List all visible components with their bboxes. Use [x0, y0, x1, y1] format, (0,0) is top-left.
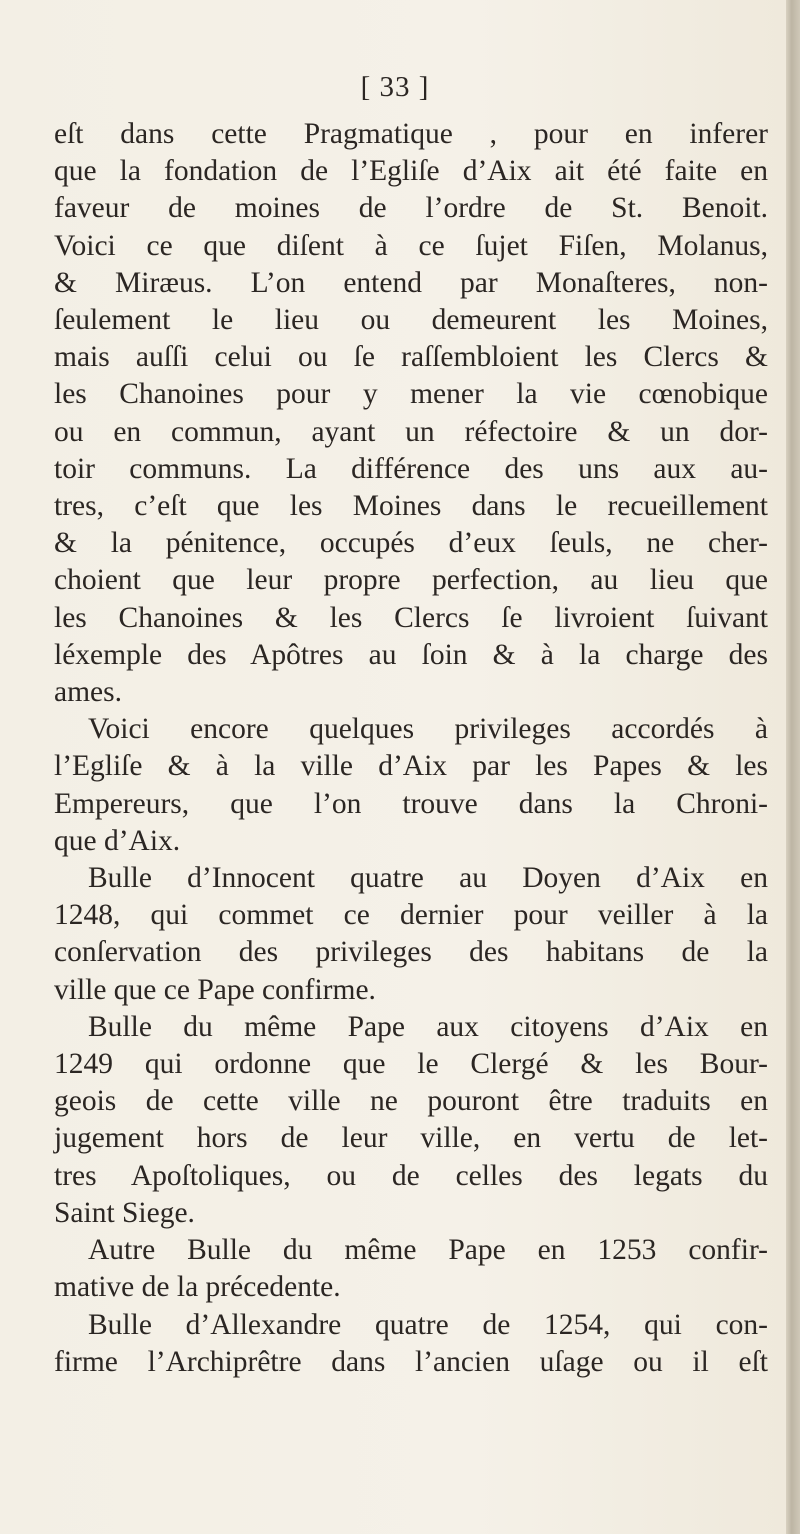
text-line: l’Egliſe & à la ville d’Aix par les Papes & les [54, 750, 768, 783]
text-line: Voici ce que diſent à ce ſujet Fiſen, Molanus, [54, 229, 768, 262]
page-number: [ 33 ] [360, 71, 430, 103]
text-line: 1248, qui commet ce dernier pour veiller à la [54, 899, 768, 932]
text-line: que d’Aix. [54, 824, 181, 857]
text-line: Bulle d’Allexandre quatre de 1254, qui con- [88, 1308, 768, 1341]
text-line: tres Apoſtoliques, ou de celles des legats du [54, 1159, 768, 1192]
text-line: & Miræus. L’on entend par Monaſteres, non- [54, 266, 768, 299]
text-line: ville que ce Pape confirme. [54, 973, 376, 1006]
text-line: firme l’Archiprêtre dans l’ancien uſage ou il eſt [54, 1345, 768, 1378]
body-text [54, 116, 768, 1381]
text-line: jugement hors de leur ville, en vertu de let- [54, 1122, 768, 1155]
text-line: ames. [54, 676, 122, 709]
text-line: choient que leur propre perfection, au lieu que [54, 564, 768, 597]
text-line: Saint Siege. [54, 1196, 195, 1229]
text-line: ſeulement le lieu ou demeurent les Moines, [54, 304, 768, 337]
text-line: que la fondation de l’Egliſe d’Aix ait été faite en [54, 155, 768, 188]
text-line: eſt dans cette Pragmatique , pour en inferer [54, 118, 768, 150]
text-line: Bulle d’Innocent quatre au Doyen d’Aix en [88, 862, 768, 895]
text-line: geois de cette ville ne pouront être traduits en [54, 1085, 768, 1118]
text-line: 1249 qui ordonne que le Clergé & les Bour- [54, 1048, 768, 1081]
text-line: mative de la précedente. [54, 1271, 341, 1304]
text-line: conſervation des privileges des habitans de la [54, 936, 768, 969]
text-line: Autre Bulle du même Pape en 1253 confir- [88, 1234, 768, 1267]
page-edge [786, 0, 800, 1534]
text-line: les Chanoines pour y mener la vie cœnobique [54, 378, 768, 411]
text-line: Bulle du même Pape aux citoyens d’Aix en [88, 1010, 768, 1043]
text-line: Voici encore quelques privileges accordés à [88, 713, 768, 746]
text-line: & la pénitence, occupés d’eux ſeuls, ne cher- [54, 527, 768, 560]
text-line: toir communs. La différence des uns aux au- [54, 452, 768, 485]
text-line: tres, c’eſt que les Moines dans le recueillement [54, 490, 768, 523]
text-line: léxemple des Apôtres au ſoin & à la charge des [54, 638, 768, 671]
text-line: ou en commun, ayant un réfectoire & un dor- [54, 415, 768, 448]
text-line: faveur de moines de l’ordre de St. Benoit. [54, 192, 768, 225]
text-line: Empereurs, que l’on trouve dans la Chroni- [54, 787, 768, 820]
text-line: mais auſſi celui ou ſe raſſembloient les Clercs & [54, 341, 768, 374]
text-line: les Chanoines & les Clercs ſe livroient ſuivant [54, 601, 768, 634]
